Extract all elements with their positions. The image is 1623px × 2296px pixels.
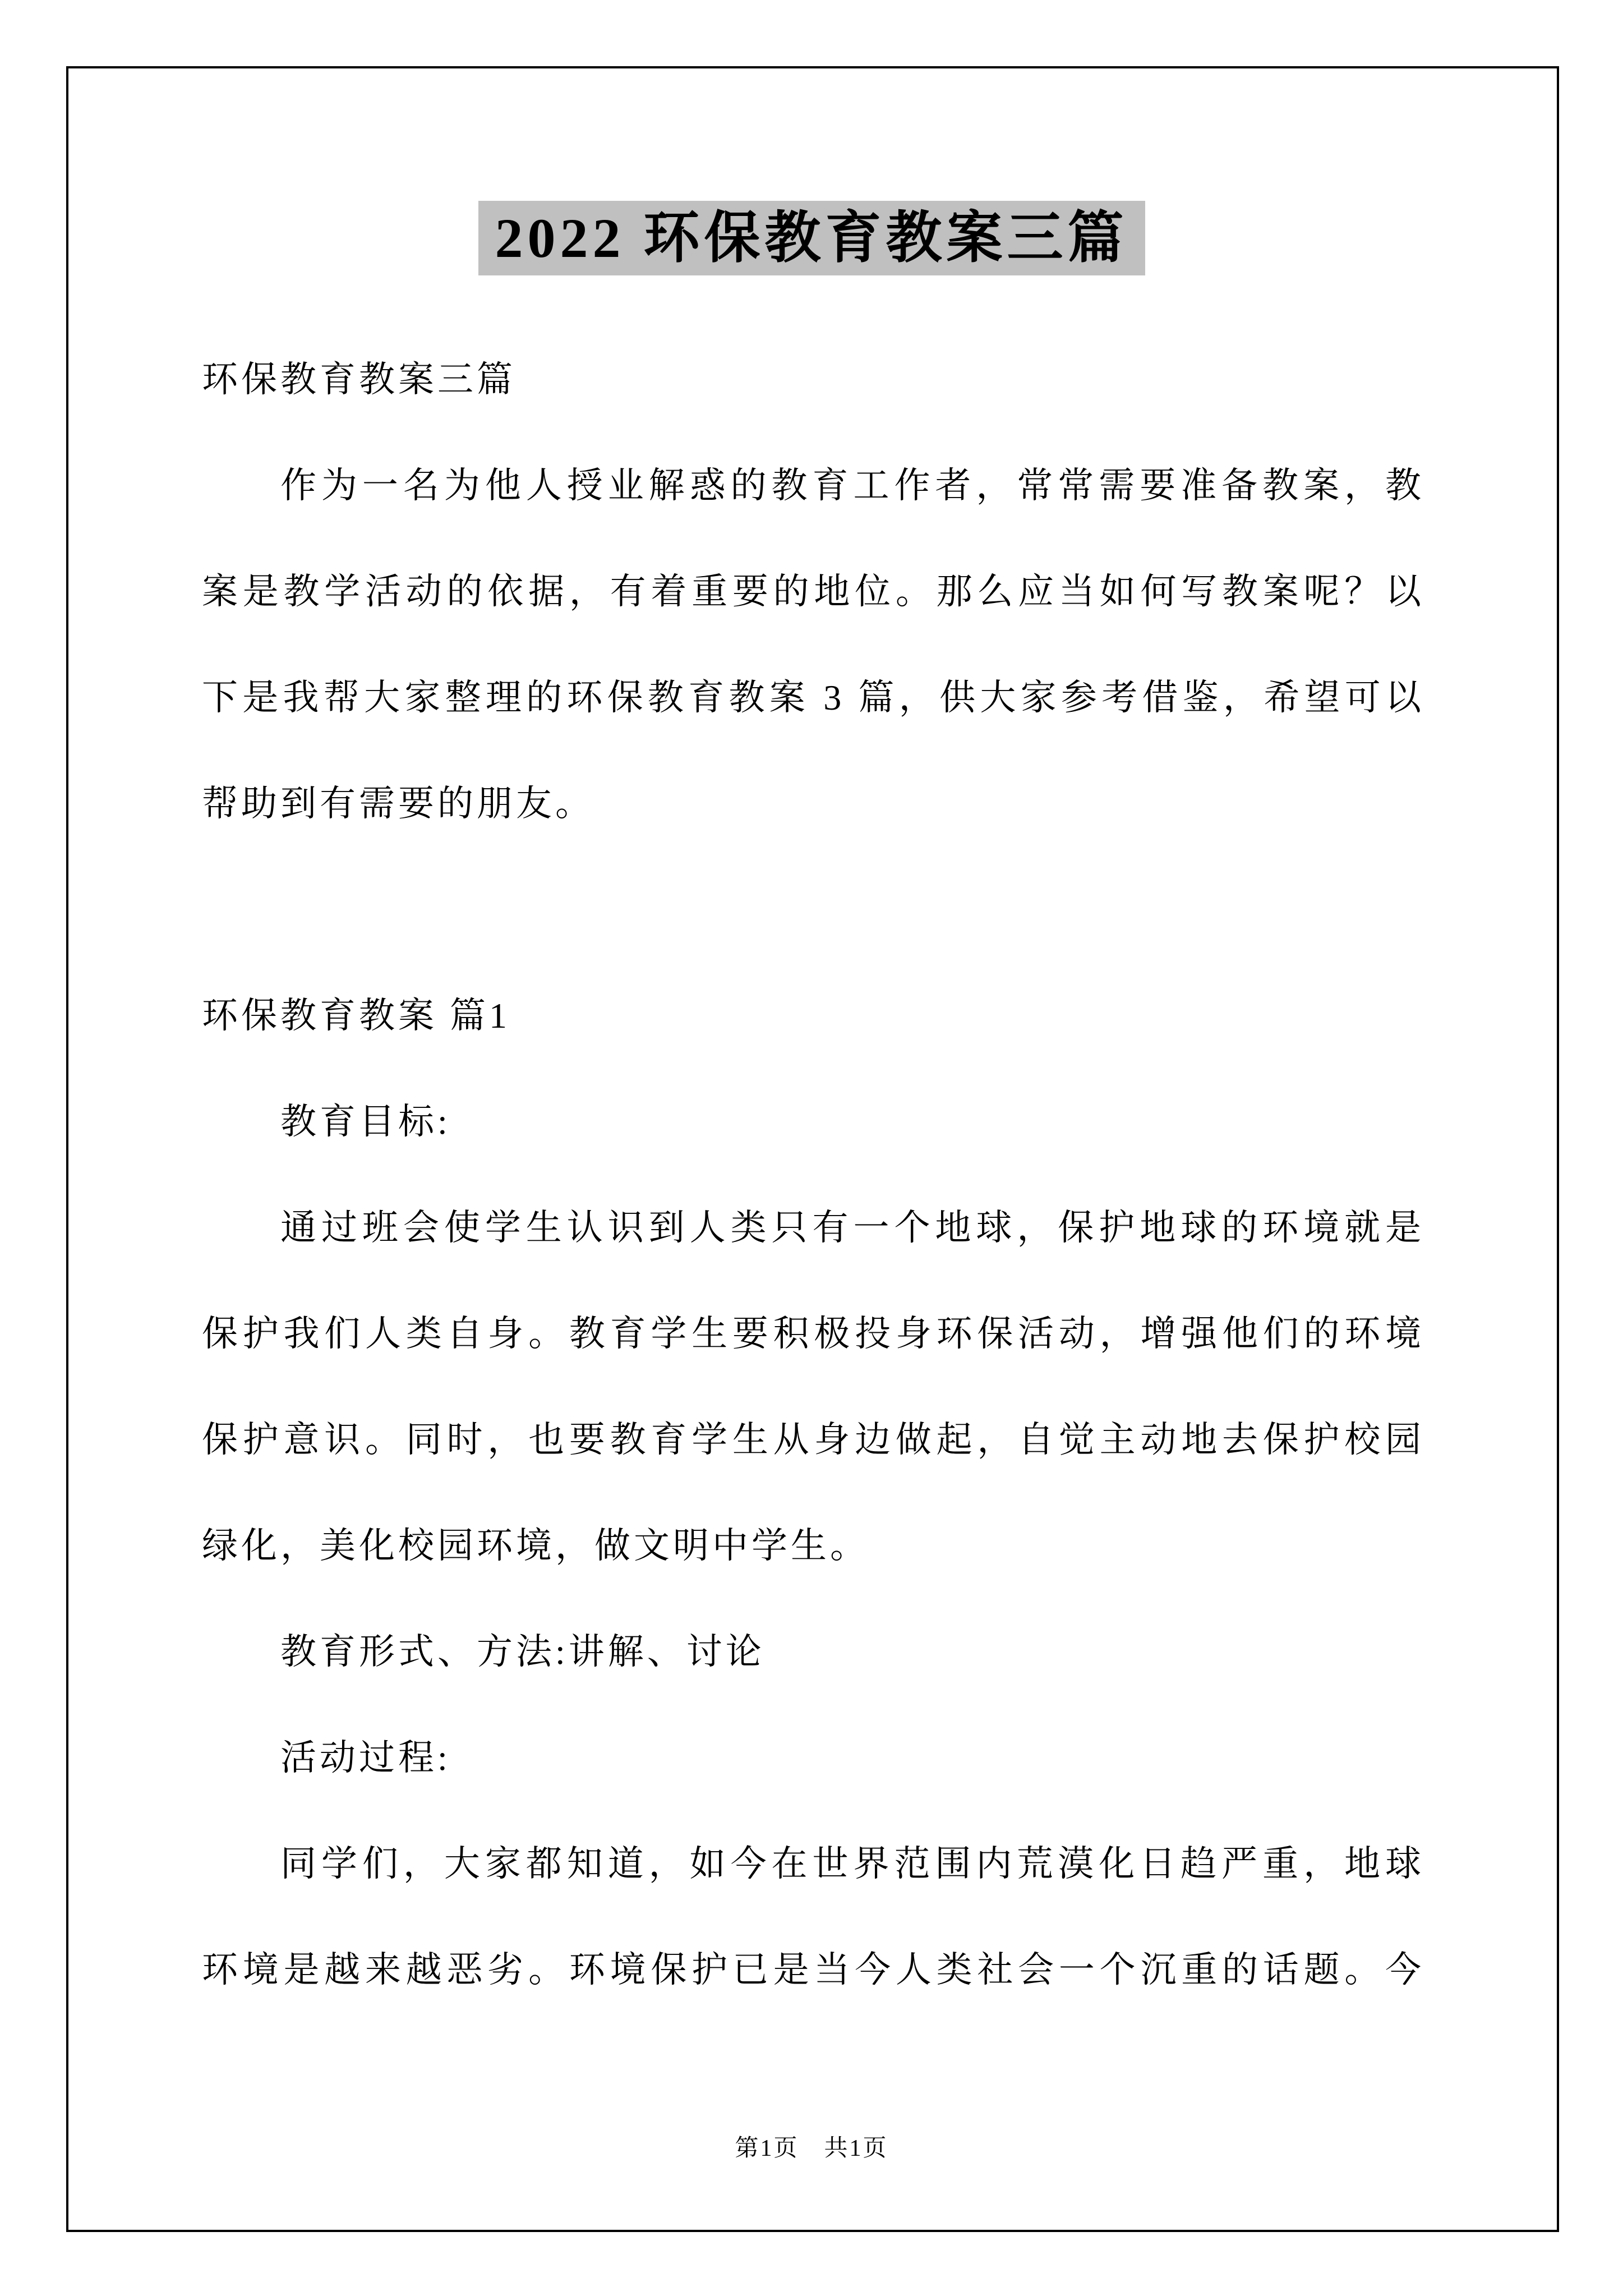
document-body xyxy=(202,326,1424,2023)
text-line: 环保教育教案三篇 xyxy=(202,360,516,399)
text-line: 同学们，大家都知道，如今在世界范围内荒漠化日趋严重，地球 xyxy=(280,1844,1424,1884)
page-number-label: 第1页 共1页 xyxy=(735,2136,888,2161)
text-line: 活动过程: xyxy=(280,1738,451,1778)
page-footer xyxy=(0,2129,1623,2163)
text-line: 绿化，美化校园环境，做文明中学生。 xyxy=(202,1526,869,1566)
section-heading: 环保教育教案 篇1 xyxy=(202,996,510,1036)
text-line: 环境是越来越恶劣。环境保护已是当今人类社会一个沉重的话题。今 xyxy=(202,1950,1424,1990)
text-line: 下是我帮大家整理的环保教育教案 3 篇，供大家参考借鉴，希望可以 xyxy=(202,678,1424,717)
text-line: 教育形式、方法:讲解、讨论 xyxy=(280,1632,765,1672)
title-row xyxy=(0,201,1623,275)
blank-line xyxy=(202,857,1424,963)
document-title: 2022 环保教育教案三篇 xyxy=(478,201,1145,275)
text-line: 帮助到有需要的朋友。 xyxy=(202,784,594,823)
text-line: 教育目标: xyxy=(280,1102,451,1142)
text-line: 作为一名为他人授业解惑的教育工作者，常常需要准备教案，教 xyxy=(280,466,1424,505)
text-line: 通过班会使学生认识到人类只有一个地球，保护地球的环境就是 xyxy=(280,1208,1424,1248)
text-line: 案是教学活动的依据，有着重要的地位。那么应当如何写教案呢？以 xyxy=(202,572,1424,611)
text-line: 保护意识。同时，也要教育学生从身边做起，自觉主动地去保护校园 xyxy=(202,1420,1424,1460)
text-line: 保护我们人类自身。教育学生要积极投身环保活动，增强他们的环境 xyxy=(202,1314,1424,1354)
